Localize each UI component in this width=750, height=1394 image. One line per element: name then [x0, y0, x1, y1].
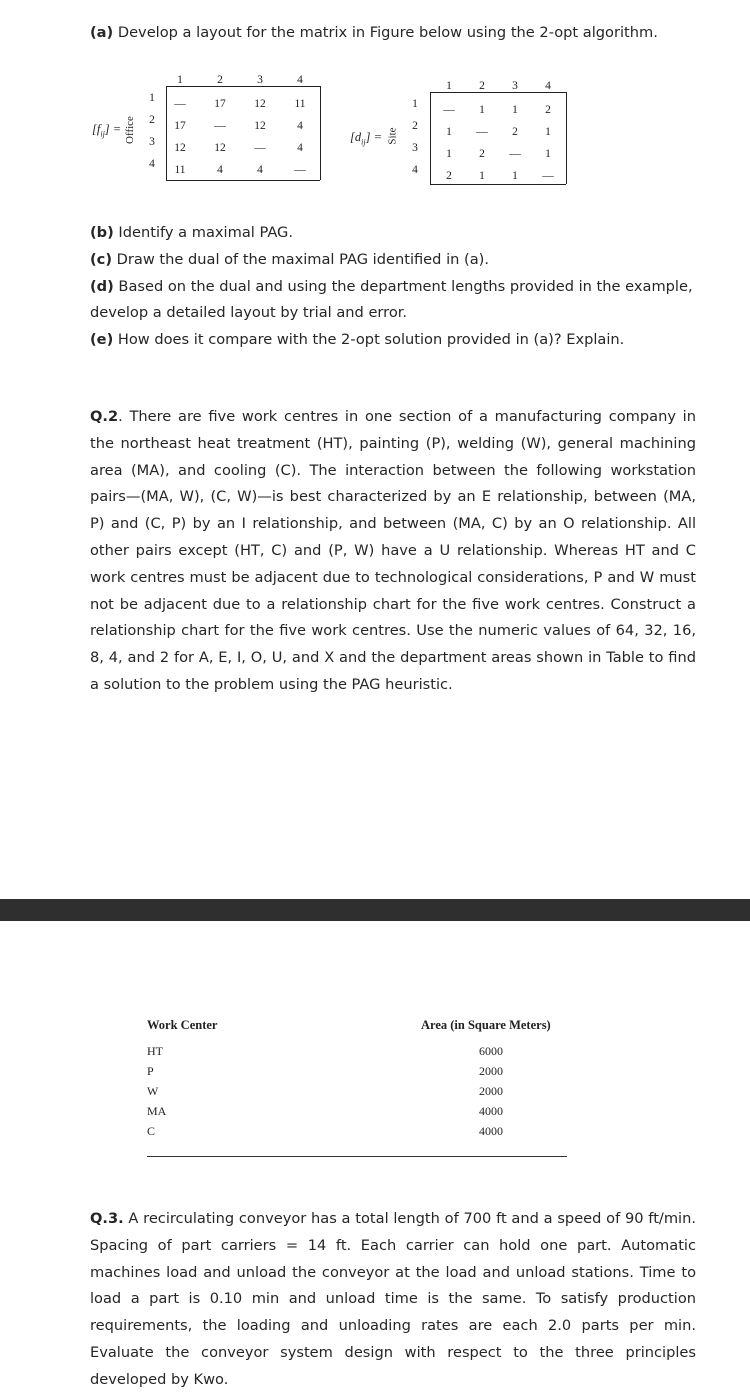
matrix-cell: 4 [297, 142, 303, 154]
part-e: (e) How does it compare with the 2-opt solution provided in (a)? Explain. [90, 331, 625, 349]
matrix-col-header: 2 [217, 74, 223, 86]
matrix-row-header: 1 [149, 92, 155, 104]
matrix-col-header: 3 [257, 74, 263, 86]
matrix-col-header: 1 [177, 74, 183, 86]
matrix-row-header: 2 [149, 114, 155, 126]
matrix-cell: 4 [257, 164, 263, 176]
matrix-cell: 17 [174, 120, 186, 132]
matrix-cell: 2 [446, 170, 452, 182]
matrix-bracket-left [166, 86, 167, 180]
matrix-row-header: 1 [412, 98, 418, 110]
matrix-cell: 4 [297, 120, 303, 132]
matrix-cell: 4 [217, 164, 223, 176]
table-row: W 2000 [147, 1084, 503, 1098]
section-divider-bar [0, 899, 750, 921]
matrix-row-header: 4 [149, 158, 155, 170]
table-row: HT 6000 [147, 1044, 503, 1058]
distance-matrix [350, 72, 580, 190]
distance-matrix-label: $[d_{ij}]$ = [350, 130, 383, 147]
matrix-cell: — [254, 142, 266, 154]
part-text-a: Develop a layout for the matrix in Figure below using the 2-opt algorithm. [113, 24, 658, 41]
table-row: MA 4000 [147, 1104, 503, 1118]
question-3 [90, 1206, 696, 1394]
matrix-cell: 1 [446, 148, 452, 160]
part-b: (b) Identify a maximal PAG. [90, 224, 293, 241]
matrix-cell: 17 [214, 98, 226, 110]
matrix-bracket-bottom [430, 184, 566, 185]
question-2-text: . There are five work centres in one section of a manufacturing company in the northeast heat treatment (HT), painting (P), welding (W), general machining area (MA), and cooling (C). The interaction between the following workstation pairs—(MA, W), (C, W)—is best characterized by an E relationship, between (MA, P) and (C, P) by an I relationship, and between (MA, C) by an O relationship. All other pairs except (HT, C) and (P, W) have a U relationship. Whereas HT and C work centres must be adjacent due to technological considerations, P and W must not be adjacent due to a relationship chart for the five work centres. Construct a relationship chart for the five work centres. Use the numeric values of 64, 32, 16, 8, 4, and 2 for A, E, I, O, U, and X and the department areas shown in Table to find a solution to the problem using the PAG heuristic. [90, 408, 696, 693]
matrix-cell: 1 [479, 104, 485, 116]
flow-matrix [92, 72, 332, 190]
matrix-cell: 12 [254, 98, 266, 110]
flow-matrix-side-label: Office [123, 116, 136, 144]
matrix-cell: 1 [545, 148, 551, 160]
part-c: (c) Draw the dual of the maximal PAG identified in (a). [90, 250, 489, 268]
matrix-cell: 1 [512, 170, 518, 182]
matrix-cell: 2 [479, 148, 485, 160]
matrix-col-header: 4 [297, 74, 303, 86]
matrix-bracket-bottom [166, 180, 320, 181]
matrix-row-header: 4 [412, 164, 418, 176]
matrix-cell: — [443, 104, 455, 116]
matrix-cell: 1 [446, 126, 452, 138]
matrix-cell: — [476, 126, 488, 138]
table-row: C 4000 [147, 1124, 503, 1138]
matrix-bracket-right [320, 86, 321, 180]
matrix-col-header: 3 [512, 80, 518, 92]
matrix-cell: 12 [214, 142, 226, 154]
distance-matrix-side-label: Site [386, 127, 399, 145]
table-bottom-rule [147, 1156, 567, 1157]
matrix-row-header: 3 [412, 142, 418, 154]
matrix-cell: 1 [512, 104, 518, 116]
matrix-cell: — [214, 120, 226, 132]
matrix-bracket-top [166, 86, 320, 87]
matrix-cell: 11 [174, 164, 186, 176]
matrix-cell: 2 [545, 104, 551, 116]
matrix-cell: 12 [174, 142, 186, 154]
question-3-label: Q.3. [90, 1210, 124, 1227]
matrix-cell: 2 [512, 126, 518, 138]
matrix-cell: — [509, 148, 521, 160]
question-2 [90, 404, 696, 699]
matrix-bracket-left [430, 92, 431, 184]
matrix-col-header: 2 [479, 80, 485, 92]
matrix-cell: — [174, 98, 186, 110]
matrix-cell: 1 [479, 170, 485, 182]
matrix-row-header: 2 [412, 120, 418, 132]
matrix-cell: — [294, 164, 306, 176]
table-header-area: Area (in Square Meters) [421, 1018, 551, 1032]
matrix-cell: 11 [294, 98, 306, 110]
matrix-cell: 1 [545, 126, 551, 138]
matrix-col-header: 4 [545, 80, 551, 92]
matrix-cell: 12 [254, 120, 266, 132]
matrix-row-header: 3 [149, 136, 155, 148]
question-2-label: Q.2 [90, 408, 119, 425]
question-1-parts [90, 220, 705, 354]
table-row: P 2000 [147, 1064, 503, 1078]
flow-matrix-label: $[f_{ij}]$ = [92, 122, 122, 139]
question-1a [90, 20, 710, 47]
matrix-bracket-top [430, 92, 566, 93]
matrix-col-header: 1 [446, 80, 452, 92]
part-label-a: (a) [90, 24, 114, 41]
table-header-work-center: Work Center [147, 1018, 218, 1032]
question-3-text: A recirculating conveyor has a total length of 700 ft and a speed of 90 ft/min. Spacing of part carriers = 14 ft. Each carrier can hold one part. Automatic machines load and unload the conveyor at the load and unload stations. Time to load a part is 0.10 min and unload time is the same. To satisfy production requirements, the loading and unloading rates are each 2.0 parts per min. Evaluate the conveyor system design with respect to the three principles developed by Kwo. [90, 1210, 696, 1388]
matrix-bracket-right [566, 92, 567, 184]
matrix-cell: — [542, 170, 554, 182]
part-d: (d) Based on the dual and using the department lengths provided in the example, develop a detailed layout by trial and error. [90, 277, 693, 322]
